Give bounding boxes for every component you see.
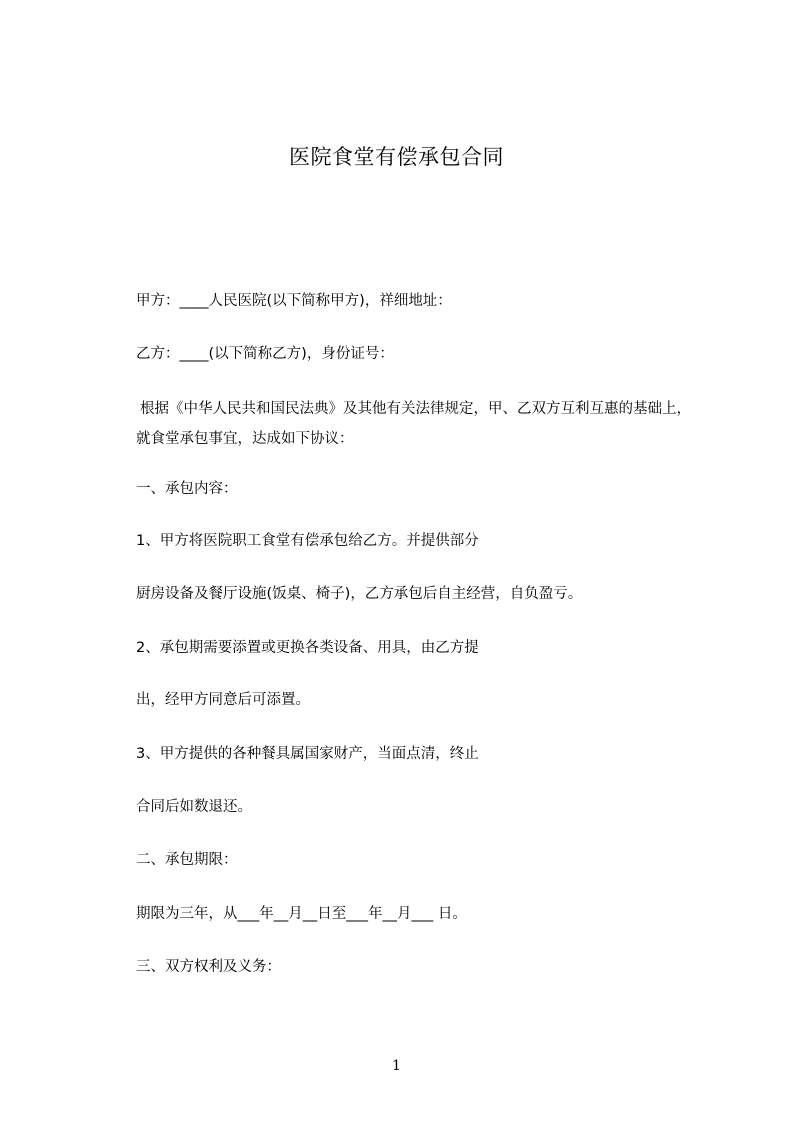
page-number: 1 (392, 1058, 401, 1074)
item-3-line-2: 合同后如数退还。 (136, 799, 252, 815)
item-1-line-2: 厨房设备及餐厅设施(饭桌、椅子)，乙方承包后自主经营，自负盈亏。 (136, 586, 583, 602)
section-3-heading: 三、双方权利及义务： (136, 959, 281, 975)
item-1-line-1: 1、甲方将医院职工食堂有偿承包给乙方。并提供部分 (136, 533, 479, 549)
document-title: 医院食堂有偿承包合同 (289, 145, 504, 169)
term-line: 期限为三年，从___年__月__日至___年__月___ 日。 (136, 906, 467, 922)
preamble-paragraph: 根据《中华人民共和国民法典》及其他有关法律规定，甲、乙双方互利互惠的基础上，就食堂承包事宜，达成如下协议： (136, 401, 691, 447)
item-2-line-1: 2、承包期需要添置或更换各类设备、用具，由乙方提 (136, 640, 479, 656)
section-2-heading: 二、承包期限： (136, 852, 238, 868)
party-b-line: 乙方：____(以下简称乙方)，身份证号： (136, 346, 394, 362)
section-1-heading: 一、承包内容： (136, 481, 238, 497)
party-a-line: 甲方：____人民医院(以下简称甲方)，祥细地址： (136, 293, 452, 309)
item-2-line-2: 出，经甲方同意后可添置。 (136, 692, 310, 708)
item-3-line-1: 3、甲方提供的各种餐具属国家财产，当面点清，终止 (136, 746, 479, 762)
